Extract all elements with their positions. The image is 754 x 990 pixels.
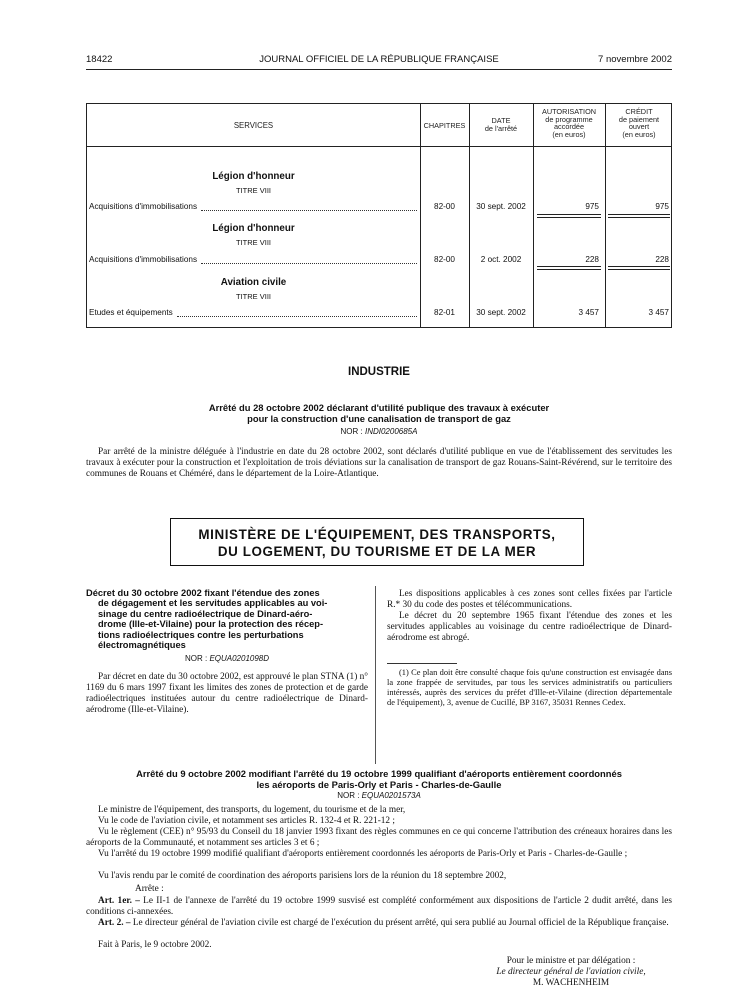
journal-title: JOURNAL OFFICIEL DE LA RÉPUBLIQUE FRANÇAISE bbox=[259, 54, 499, 65]
section-title: Aviation civile bbox=[220, 277, 287, 288]
industrie-body: Par arrêté de la ministre déléguée à l'industrie en date du 28 octobre 2002, sont déclarés d'utilité publique en vue de l'établissement des servitudes les travaux à exécuter pour la construction et l'exploitation de trois déviations sur la canalisation de transport de gaz Rouans-Saint-Révérend, sur le territoire des communes de Rouans et Chéméré, dans le département de la Loire-Atlantique. bbox=[86, 447, 672, 479]
row-date: 2 oct. 2002 bbox=[480, 255, 522, 264]
preamble-vu: Vu l'avis rendu par le comité de coordination des aéroports parisiens lors de la réunion du 18 septembre 2002, bbox=[98, 871, 507, 881]
section-subtitle: TITRE VIII bbox=[235, 292, 271, 301]
row-cp: 975 bbox=[655, 202, 669, 211]
fait-a-paris: Fait à Paris, le 9 octobre 2002. bbox=[98, 940, 212, 950]
section-title: Légion d'honneur bbox=[212, 223, 295, 234]
section-heading-industrie: INDUSTRIE bbox=[348, 366, 410, 378]
preamble-minister: Le ministre de l'équipement, des transports, du logement, du tourisme et de la mer, bbox=[98, 805, 406, 815]
running-header bbox=[86, 54, 672, 68]
col-header-date: DATE de l'arrêté bbox=[484, 116, 518, 133]
nor-reference: NOR : INDI0200685A bbox=[340, 427, 418, 436]
row-chapitre: 82-01 bbox=[434, 308, 455, 317]
row-label: Etudes et équipements bbox=[89, 308, 173, 317]
decret-body-left: Par décret en date du 30 octobre 2002, est approuvé le plan STNA (1) n° 1169 du 6 mars 1997 fixant les limites des zones de protection et de garde radioélectriques instituées autour du centre radioélectrique de Dinard-aérodrome (Ille-et-Vilaine). bbox=[86, 672, 368, 715]
page-number: 18422 bbox=[86, 54, 113, 65]
ministry-line-1: MINISTÈRE DE L'ÉQUIPEMENT, DES TRANSPORTS, bbox=[198, 527, 556, 542]
row-label: Acquisitions d'immobilisations bbox=[89, 202, 198, 211]
preamble-vu: Vu le code de l'aviation civile, et notamment ses articles R. 132-4 et R. 221-12 ; bbox=[98, 816, 395, 826]
row-ap: 3 457 bbox=[578, 308, 599, 317]
preamble-vu: Vu le règlement (CEE) n° 95/93 du Conseil du 18 janvier 1993 fixant des règles communes en ce qui concerne l'attribution des créneaux horaires dans les aéroports de la Communauté, et notamment ses articles 3 et 6 ; bbox=[86, 827, 672, 848]
column-divider bbox=[375, 586, 376, 764]
row-chapitre: 82-00 bbox=[434, 255, 455, 264]
arrete-word: Arrête : bbox=[135, 884, 164, 894]
row-date: 30 sept. 2002 bbox=[476, 202, 526, 211]
decret-body-right-2: Le décret du 20 septembre 1965 fixant l'étendue des zones et les servitudes applicables au voisinage du centre radioélectrique de Dinard-aérodrome est abrogé. bbox=[387, 611, 672, 643]
col-header-credit: CRÉDIT de paiement ouvert (en euros) bbox=[618, 107, 660, 139]
signature-name: M. WACHENHEIM bbox=[532, 978, 610, 988]
signature-line-2: Le directeur général de l'aviation civile, bbox=[496, 967, 646, 977]
ministry-heading-box bbox=[170, 518, 584, 566]
col-header-services: SERVICES bbox=[233, 121, 274, 130]
decret-body-right-1: Les dispositions applicables à ces zones sont celles fixées par l'article R.* 30 du code des postes et télécommunications. bbox=[387, 589, 672, 610]
ministry-line-2: DU LOGEMENT, DU TOURISME ET DE LA MER bbox=[217, 544, 537, 559]
footnote-rule bbox=[387, 663, 457, 664]
row-cp: 228 bbox=[655, 255, 669, 264]
issue-date: 7 novembre 2002 bbox=[598, 54, 672, 65]
signature-line-1: Pour le ministre et par délégation : bbox=[506, 956, 636, 966]
row-label: Acquisitions d'immobilisations bbox=[89, 255, 198, 264]
article-2: Art. 2. – Le directeur général de l'aviation civile est chargé de l'exécution du présent arrêté, qui sera publié au Journal officiel de la République française. bbox=[98, 918, 669, 928]
nor-reference: NOR : EQUA0201573A bbox=[337, 791, 421, 800]
arrete-title-cont: pour la construction d'une canalisation de transport de gaz bbox=[247, 413, 511, 424]
row-date: 30 sept. 2002 bbox=[476, 308, 526, 317]
article-1: Art. 1er. – Le II-1 de l'annexe de l'arrêté du 19 octobre 1999 susvisé est complété conformément aux dispositions de l'article 2 dudit arrêté, dans les conditions ci-annexées. bbox=[86, 896, 673, 917]
nor-reference: NOR : EQUA0201098D bbox=[184, 654, 270, 663]
section-subtitle: TITRE VIII bbox=[235, 186, 271, 195]
row-cp: 3 457 bbox=[648, 308, 669, 317]
row-ap: 975 bbox=[585, 202, 599, 211]
decret-footnote: (1) Ce plan doit être consulté chaque fois qu'une construction est envisagée dans la zone frappée de servitudes, par tous les services administratifs ou particuliers intéressés, auprès des services du préfet d'Ille-et-Vilaine (direction départementale de l'équipement), 3, avenue de Cucillé, BP 3167, 35031 Rennes Cedex. bbox=[387, 668, 672, 707]
arrete-title: Arrêté du 28 octobre 2002 déclarant d'utilité publique des travaux à exécuter bbox=[208, 402, 550, 413]
preamble-vu: Vu l'arrêté du 19 octobre 1999 modifié qualifiant d'aéroports entièrement coordonnés les aéroports de Paris-Orly et Paris - Charles-de-Gaulle ; bbox=[98, 849, 628, 859]
row-ap: 228 bbox=[585, 255, 599, 264]
arrete2-title-cont: les aéroports de Paris-Orly et Paris - Charles-de-Gaulle bbox=[256, 779, 502, 790]
col-header-autorisation: AUTORISATION de programme accordée (en euros) bbox=[541, 107, 597, 139]
decret-title: Décret du 30 octobre 2002 fixant l'étendue des zones de dégagement et les servitudes applicables au voi- sinage du centre radioélectrique de Dinard-aéro- drome (Ille-et-Vilaine) pour la protection des récep- tions radioélectriques contre les perturbations électromagnétiques bbox=[86, 588, 328, 651]
row-chapitre: 82-00 bbox=[434, 202, 455, 211]
section-title: Légion d'honneur bbox=[212, 171, 295, 182]
arrete2-title: Arrêté du 9 octobre 2002 modifiant l'arrêté du 19 octobre 1999 qualifiant d'aéroports entièrement coordonnés bbox=[136, 768, 622, 779]
col-header-chapitres: CHAPITRES bbox=[423, 121, 466, 130]
credits-table bbox=[86, 103, 672, 328]
header-rule bbox=[86, 69, 672, 70]
section-subtitle: TITRE VIII bbox=[235, 238, 271, 247]
